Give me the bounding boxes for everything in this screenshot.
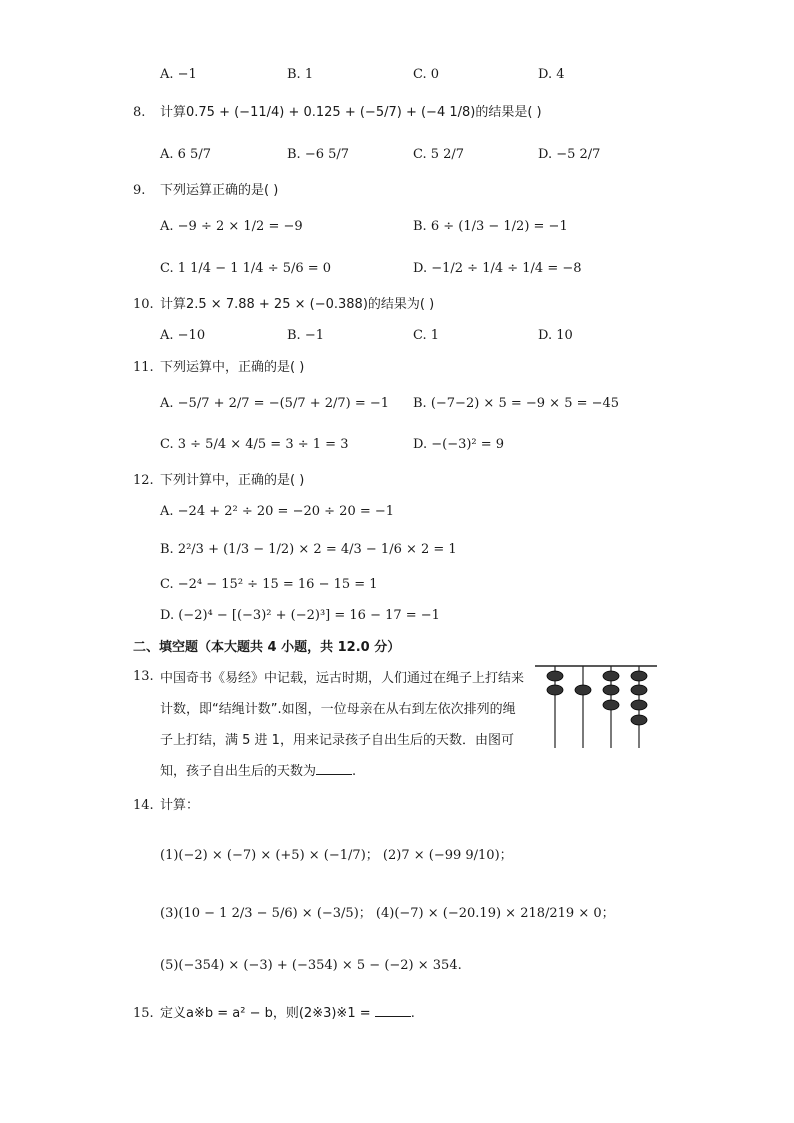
q9-option-d: D. −1/2 ÷ 1/4 ÷ 1/4 = −8 <box>413 261 582 276</box>
question-stem <box>160 1004 415 1024</box>
q10-option-d: D. 10 <box>538 328 573 343</box>
question-number: 15. <box>133 1006 154 1021</box>
question-stem: 计算0.75 + (−11/4) + 0.125 + (−5/7) + (−4 1/8)的结果是( ) <box>160 105 542 120</box>
q11-option-a: A. −5/7 + 2/7 = −(5/7 + 2/7) = −1 <box>160 396 390 411</box>
section-heading: 二、填空题（本大题共 4 小题，共 12.0 分） <box>133 640 401 655</box>
q8-option-b: B. −6 5/7 <box>287 147 350 162</box>
answer-blank[interactable] <box>375 1004 411 1017</box>
q10-option-b: B. −1 <box>287 328 324 343</box>
q8-option-c: C. 5 2/7 <box>413 147 465 162</box>
q12-option-c: C. −2⁴ − 15² ÷ 15 = 16 − 15 = 1 <box>160 577 378 592</box>
question-stem: 计算： <box>160 798 200 813</box>
q12-option-b: B. 2²/3 + (1/3 − 1/2) × 2 = 4/3 − 1/6 × 2 = 1 <box>160 542 457 557</box>
q11-option-c: C. 3 ÷ 5/4 × 4/5 = 3 ÷ 1 = 3 <box>160 437 349 452</box>
question-number: 12. <box>133 473 154 488</box>
q10-option-a: A. −10 <box>160 328 206 343</box>
q13-end: . <box>352 764 357 779</box>
q7-option-d: D. 4 <box>538 67 565 82</box>
question-number: 14. <box>133 798 154 813</box>
q9-option-b: B. 6 ÷ (1/3 − 1/2) = −1 <box>413 219 568 234</box>
q14-part-1-2: (1)(−2) × (−7) × (+5) × (−1/7)； (2)7 × (−99 9/10)； <box>160 848 513 863</box>
question-number: 13. <box>133 669 154 684</box>
q8-option-a: A. 6 5/7 <box>160 147 211 162</box>
q9-option-c: C. 1 1/4 − 1 1/4 ÷ 5/6 = 0 <box>160 261 332 276</box>
q9-option-a: A. −9 ÷ 2 × 1/2 = −9 <box>160 219 303 234</box>
q7-option-b: B. 1 <box>287 67 314 82</box>
knotted-rope-figure <box>533 660 661 752</box>
q12-option-d: D. (−2)⁴ − [(−3)² + (−2)³] = 16 − 17 = −1 <box>160 608 440 623</box>
q7-option-c: C. 0 <box>413 67 440 82</box>
question-number: 9. <box>133 183 146 198</box>
q12-option-a: A. −24 + 2² ÷ 20 = −20 ÷ 20 = −1 <box>160 504 395 519</box>
q7-option-a: A. −1 <box>160 67 197 82</box>
q15-text: 定义a※b = a² − b，则(2※3)※1 = <box>160 1006 371 1021</box>
q13-text: 中国奇书《易经》中记载，远古时期，人们通过在绳子上打结来计数，即“结绳计数”.如图，一位母亲在从右到左依次排列的绳子上打结，满 5 进 1，用来记录孩子自出生后的天数．由图可知，孩子自出生后的天数为 <box>160 671 525 779</box>
question-stem <box>160 663 525 787</box>
question-stem: 下列运算中，正确的是( ) <box>160 360 305 375</box>
q14-part-3-4: (3)(10 − 1 2/3 − 5/6) × (−3/5)； (4)(−7) × (−20.19) × 218/219 × 0； <box>160 906 615 921</box>
q11-option-b: B. (−7−2) × 5 = −9 × 5 = −45 <box>413 396 620 411</box>
question-number: 11. <box>133 360 154 375</box>
q14-part-5: (5)(−354) × (−3) + (−354) × 5 − (−2) × 354. <box>160 958 462 973</box>
q11-option-d: D. −(−3)² = 9 <box>413 437 505 452</box>
question-stem: 下列计算中，正确的是( ) <box>160 473 305 488</box>
q15-end: . <box>410 1006 415 1021</box>
question-stem: 下列运算正确的是( ) <box>160 183 279 198</box>
q10-option-c: C. 1 <box>413 328 440 343</box>
question-stem: 计算2.5 × 7.88 + 25 × (−0.388)的结果为( ) <box>160 297 435 312</box>
answer-blank[interactable] <box>316 762 352 775</box>
question-number: 10. <box>133 297 154 312</box>
q8-option-d: D. −5 2/7 <box>538 147 601 162</box>
question-number: 8. <box>133 105 146 120</box>
